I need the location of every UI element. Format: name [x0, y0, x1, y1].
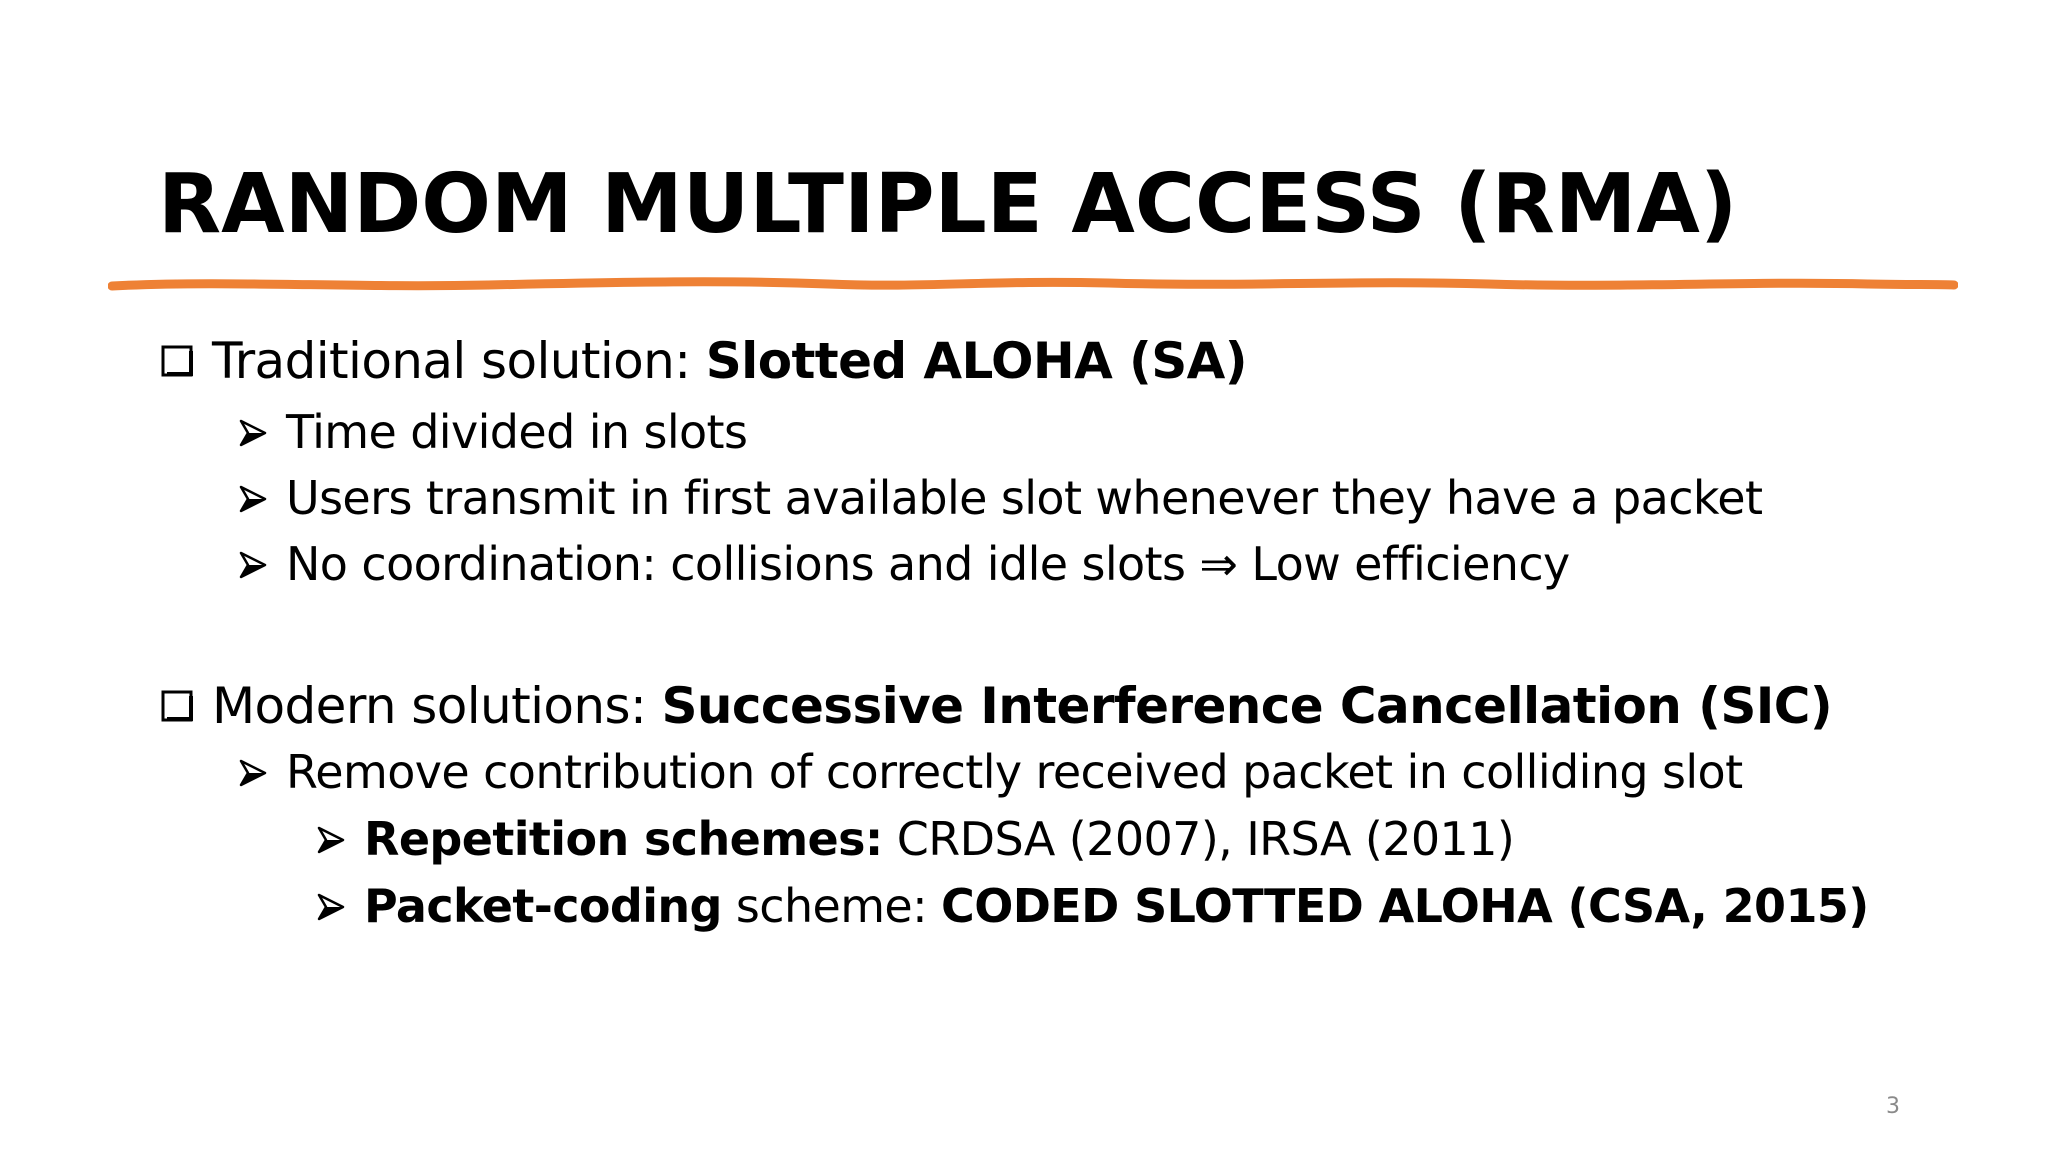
bullet-text: Traditional solution:: [212, 332, 706, 390]
arrowhead-bullet-icon: [316, 875, 346, 937]
sub-bullet-text: Time divided in slots: [286, 405, 748, 459]
hollow-square-bullet-icon: [160, 673, 194, 739]
hollow-square-bullet-icon: [160, 328, 194, 394]
slide-title: RANDOM MULTIPLE ACCESS (RMA): [158, 157, 1738, 252]
arrowhead-bullet-icon: [238, 741, 268, 803]
sub-bullet-no-coordination: [238, 533, 1570, 599]
bullet-traditional-solution: [160, 328, 1247, 398]
sub-sub-bullet-packet-coding: [316, 875, 1869, 941]
bullet-text: Modern solutions:: [212, 677, 662, 735]
sub-sub-bullet-repetition-schemes: [316, 808, 1514, 874]
bullet-bold-text: Packet-coding: [364, 879, 722, 933]
sub-bullet-text: No coordination: collisions and idle slots ⇒ Low efficiency: [286, 537, 1570, 591]
bullet-bold-text: Successive Interference Cancellation (SIC): [661, 677, 1833, 735]
bullet-modern-solutions: [160, 673, 1832, 743]
arrowhead-bullet-icon: [238, 467, 268, 529]
bullet-bold-text: Repetition schemes:: [364, 812, 883, 866]
sub-bullet-text: Remove contribution of correctly received packet in colliding slot: [286, 745, 1743, 799]
sub-bullet-time-slots: [238, 401, 747, 467]
bullet-bold-text: Slotted ALOHA (SA): [705, 332, 1248, 390]
bullet-text: scheme:: [721, 879, 942, 933]
arrowhead-bullet-icon: [238, 401, 268, 463]
bullet-text: CRDSA (2007), IRSA (2011): [882, 812, 1515, 866]
bullet-bold-text-2: CODED SLOTTED ALOHA (CSA, 2015): [941, 879, 1869, 933]
sub-bullet-remove-contribution: [238, 741, 1743, 807]
page-number: 3: [1886, 1094, 1900, 1119]
title-underline: [108, 268, 1958, 302]
sub-bullet-text: Users transmit in first available slot whenever they have a packet: [286, 471, 1763, 525]
sub-bullet-users-transmit: [238, 467, 1762, 533]
arrowhead-bullet-icon: [238, 533, 268, 595]
arrowhead-bullet-icon: [316, 808, 346, 870]
